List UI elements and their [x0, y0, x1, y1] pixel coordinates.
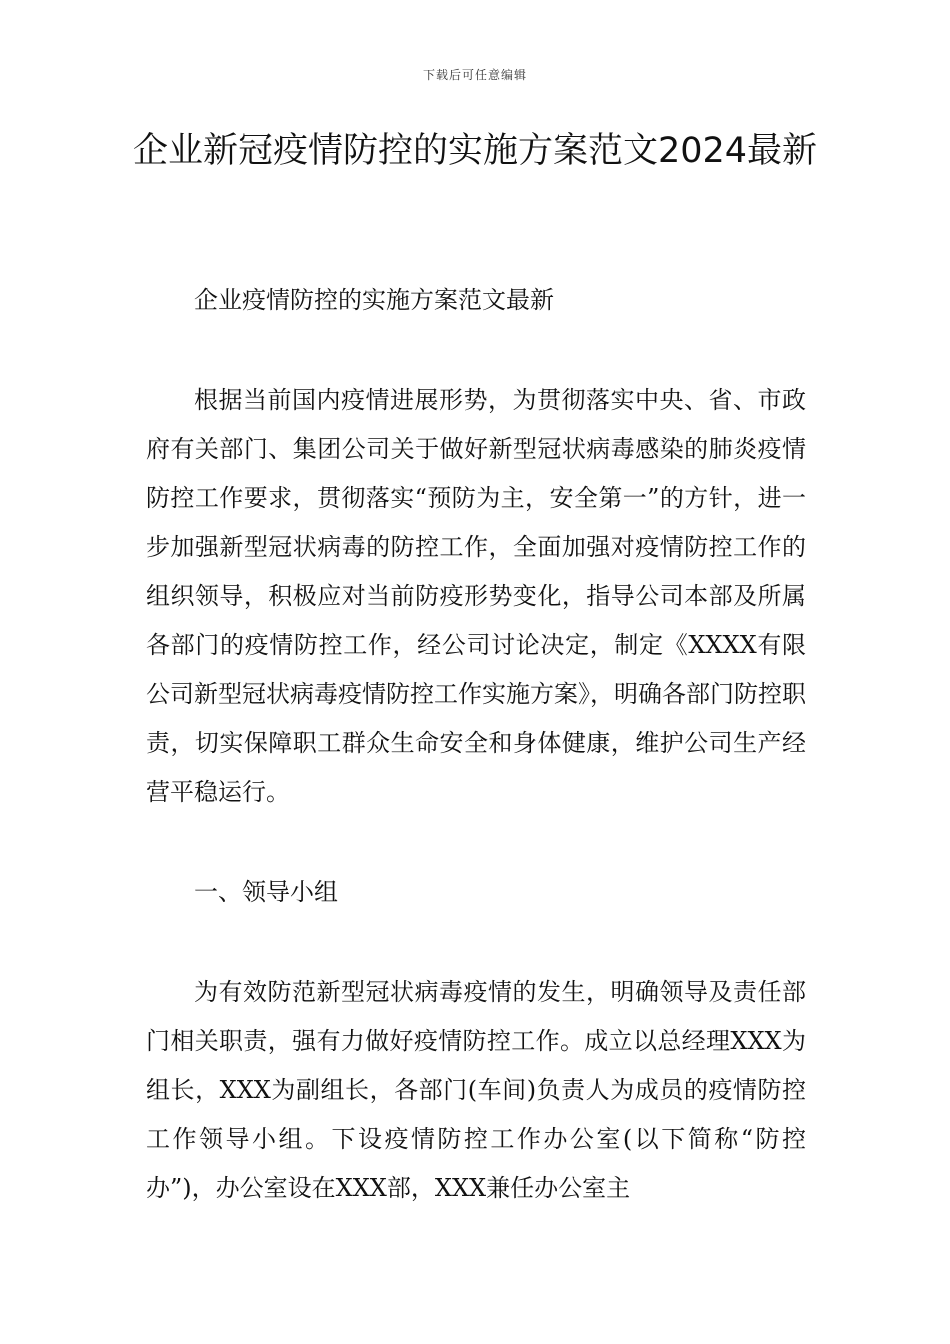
body-paragraph: 为有效防范新型冠状病毒疫情的发生，明确领导及责任部门相关职责，强有力做好疫情防控工作。成立以总经理XXX为组长，XXX为副组长，各部门(车间)负责人为成员的疫情防控工作领导小组。下设疫情防控工作办公室(以下简称“防控办”)，办公室设在XXX部，XXX兼任办公室主 — [146, 978, 806, 1202]
header-note: 下载后可任意编辑 — [422, 68, 527, 82]
subtitle-paragraph: 企业疫情防控的实施方案范文最新 — [194, 286, 554, 314]
document-body — [146, 276, 806, 1213]
intro-paragraph: 根据当前国内疫情进展形势，为贯彻落实中央、省、市政府有关部门、集团公司关于做好新型冠状病毒感染的肺炎疫情防控工作要求，贯彻落实“预防为主，安全第一”的方针，进一步加强新型冠状病毒的防控工作，全面加强对疫情防控工作的组织领导，积极应对当前防疫形势变化，指导公司本部及所属各部门的疫情防控工作，经公司讨论决定，制定《XXXX有限公司新型冠状病毒疫情防控工作实施方案》，明确各部门防控职责，切实保障职工群众生命安全和身体健康，维护公司生产经营平稳运行。 — [146, 386, 806, 806]
document-title: 企业新冠疫情防控的实施方案范文2024最新 — [132, 131, 818, 171]
section-heading: 一、领导小组 — [194, 878, 338, 906]
